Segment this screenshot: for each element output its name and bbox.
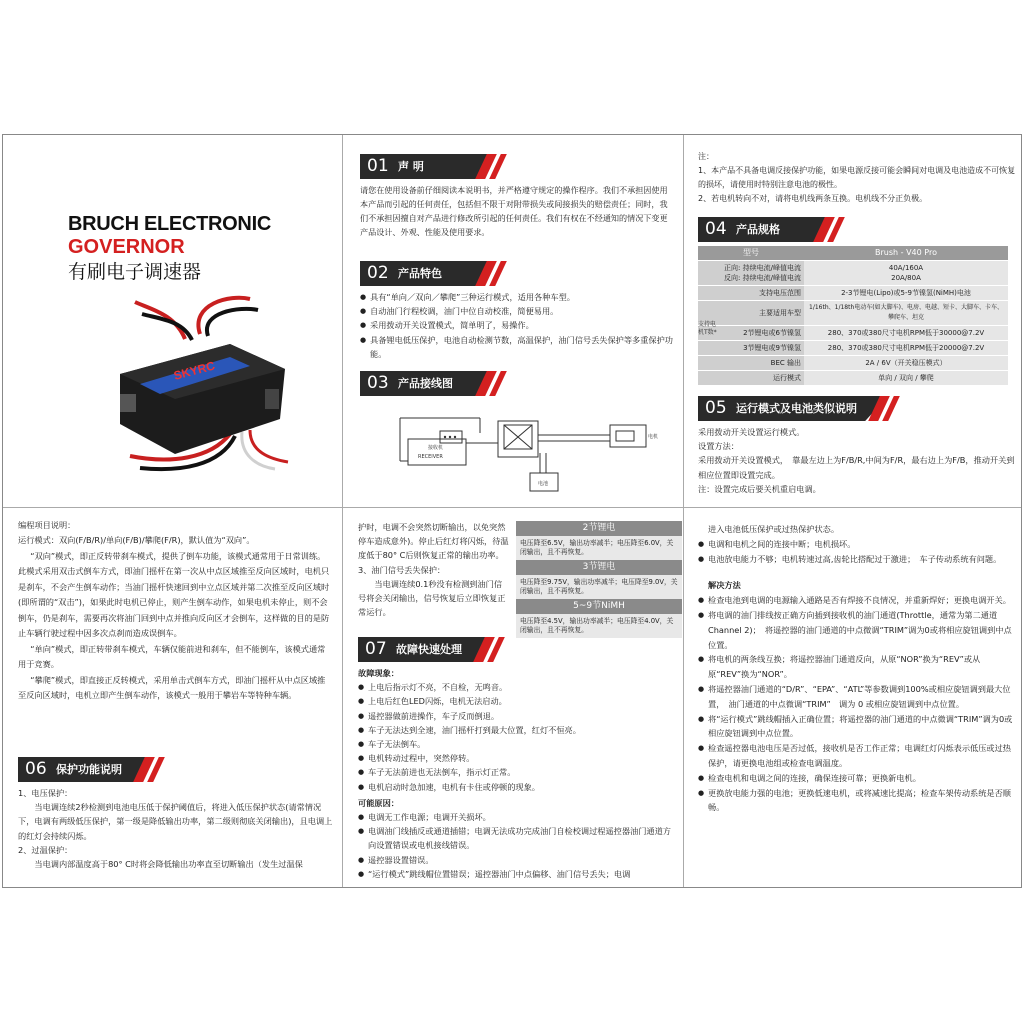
- spec-key: 2节锂电或6节镍氢: [698, 326, 804, 341]
- section-header-06: [18, 757, 168, 782]
- notes-block: [698, 150, 1016, 210]
- product-brand-label: SKYRC: [172, 358, 217, 383]
- run-mode-line: 设置方法：: [698, 441, 739, 452]
- solution-item: ● 将电调的油门排线按正确方向插到接收机的油门通道(Throttle，通常为第二通道 Channel 2)； 将遥控器的油门通道的中点微调“TRIM”调为0或将相应旋钮调到中点位置。: [698, 608, 1016, 652]
- column-divider: [342, 135, 343, 887]
- cause-item: ● 电池放电能力不够；电机转速过高,齿轮比搭配过于激进； 车子传动系统有问题。: [698, 552, 1016, 567]
- row-divider: [3, 507, 1021, 508]
- spec-header-value: Brush - V40 Pro: [804, 246, 1008, 261]
- protection-line: 当电调内部温度高于80° C时将会降低输出功率直至切断输出（发生过温保: [18, 859, 303, 870]
- spec-table: [698, 246, 1008, 386]
- table-row: [698, 371, 1008, 386]
- cause-item: ● 电调无工作电源；电调开关损坏。: [358, 810, 676, 824]
- note-item: 1、本产品不具备电调反接保护功能，如果电源反接可能会瞬间对电调及电池造成不可恢复的损坏，请使用时特别注意电池的极性。: [698, 166, 1016, 189]
- esc-product-image: [80, 294, 320, 474]
- phenomenon-item: ● 电机启动时急加速，电机有卡住或停顿的现象。: [358, 780, 676, 794]
- section-number: 06: [25, 759, 47, 779]
- phenomenon-item: ● 车子无法前进也无法倒车，指示灯正常。: [358, 765, 676, 779]
- spec-value: 2-3节锂电(Lipo)或5-9节镍氢(NiMH)电池: [804, 286, 1008, 301]
- section-header-04: [698, 217, 848, 242]
- section-solutions: [698, 522, 1016, 884]
- section-programming: [18, 518, 333, 754]
- protection-continuation: [358, 520, 510, 632]
- section-wiring: [360, 371, 675, 501]
- cause-continued: 进入电池低压保护或过热保护状态。: [708, 524, 840, 534]
- section-troubleshooting: [358, 637, 676, 885]
- section-header-03: [360, 371, 510, 396]
- solution-item: ● 将“运行模式”跳线帽插入正确位置；将遥控器的油门通道的中点微调“TRIM”调为0或相应旋钮调到中点位置。: [698, 712, 1016, 742]
- cause-item: ● 电调和电机之间的连接中断；电机损坏。: [698, 537, 1016, 552]
- spec-key: 支持电压范围: [698, 286, 804, 301]
- battery-type: 2节锂电: [516, 521, 682, 536]
- section-number: 07: [365, 639, 387, 659]
- protection-line: 2、过温保护：: [18, 844, 73, 855]
- spec-value: 1/16th、1/18th电动车(如大脚车)、电房、电越、短卡、大脚车、卡车、攀爬车、坦克: [804, 301, 1008, 326]
- protection-continued: 当电调连续0.1秒没有检测到油门信号将会关闭输出，信号恢复后立即恢复正常运行。: [358, 578, 506, 618]
- phenomenon-item: ● 遥控器做前进操作，车子反而倒退。: [358, 709, 676, 723]
- run-mode-line: 采用拨动开关设置模式， 靠最左边上为F/B/R,中间为F/R，最右边上为F/B，推动开关到相应位置即设置完成。: [698, 455, 1015, 480]
- section-title: 保护功能说明: [56, 763, 122, 776]
- section-protection: [18, 757, 333, 885]
- spec-value: 280、370或380尺寸电机RPM低于30000@7.2V: [804, 326, 1008, 341]
- section-title: 运行模式及电池类似说明: [736, 402, 857, 415]
- feature-item: ● 具有“单向／双向／攀爬”三种运行模式，适用各种车型。: [360, 290, 675, 304]
- section-title: 产品规格: [736, 223, 780, 236]
- section-title: 声 明: [398, 160, 424, 173]
- notes-heading: 注：: [698, 152, 714, 161]
- spec-key: 3节锂电或9节镍氢: [698, 341, 804, 356]
- battery-label: 电池: [538, 481, 549, 487]
- phenomenon-item: ● 车子无法达到全速，油门摇杆打到最大位置，红灯不恒亮。: [358, 723, 676, 737]
- feature-item: ● 自动油门行程校调，油门中位自动校准，简便易用。: [360, 304, 675, 318]
- section-number: 02: [367, 263, 389, 283]
- cover-panel: [60, 212, 330, 482]
- note-item: 2、若电机转向不对，请将电机线两条互换。电机线不分正负极。: [698, 194, 928, 203]
- receiver-label: RECEIVER: [418, 454, 443, 460]
- feature-item: ● 采用拨动开关设置模式，简单明了，易操作。: [360, 318, 675, 332]
- cover-title-governor: GOVERNOR: [68, 236, 185, 258]
- spec-value: 2A / 6V（开关稳压模式）: [804, 356, 1008, 371]
- statement-text: 请您在使用设备前仔细阅读本说明书，并严格遵守规定的操作程序。我们不承担因使用本产品而引起的任何责任，包括但不限于对附带损失或间接损失的赔偿责任；同时，我们不承担因擅自对产品进行修改所引起的任何责任。我们有权在不经通知的情况下变更产品设计、外观、性能及使用要求。: [360, 185, 668, 237]
- section-header-02: [360, 261, 510, 286]
- table-row: [698, 326, 1008, 341]
- phenomena-heading: 故障现象：: [358, 668, 399, 678]
- solution-item: ● 检查遥控器电池电压是否过低，接收机是否工作正常；电调红灯闪烁表示低压或过热保护，请更换电池组或检查电调温度。: [698, 741, 1016, 771]
- section-title: 产品接线图: [398, 377, 453, 390]
- spec-key: 正向: 持续电流/峰值电流 反向: 持续电流/峰值电流: [698, 261, 804, 286]
- programming-paragraph: “攀爬”模式，即直接正反转模式，采用单击式倒车方式，即油门摇杆从中点区域推至反向区域时，电机立即产生倒车动作，该模式一般用于攀岩车等特种车辆。: [18, 674, 326, 700]
- motor-label: 电机: [648, 434, 659, 440]
- section-run-mode: [698, 396, 1016, 501]
- programming-paragraph: 运行模式：双向(F/B/R)/单向(F/B)/攀爬(F/R)，默认值为“双向”。: [18, 535, 255, 545]
- section-number: 01: [367, 156, 389, 176]
- battery-type-text: 电压降至9.75V，输出功率减半；电压降至9.0V，关闭输出，且不再恢复。: [516, 575, 682, 599]
- section-number: 04: [705, 219, 727, 239]
- causes-heading: 可能原因：: [358, 797, 399, 808]
- spec-value: 单向 / 双向 / 攀爬: [804, 371, 1008, 386]
- solution-item: ● 检查电机和电调之间的连接，确保连接可靠；更换新电机。: [698, 771, 1016, 786]
- phenomenon-item: ● 车子无法倒车。: [358, 737, 676, 751]
- solution-item: ● 将遥控器油门通道的“D/R”、“EPA”、“ATL”等参数调到100%或相应旋钮调到最大位置， 油门通道的中点微调“TRIM” 调为 0 或相应旋钮调到中点位置。: [698, 682, 1016, 712]
- section-number: 03: [367, 373, 389, 393]
- programming-paragraph: “双向”模式，即正反转带刹车模式，提供了倒车功能，该模式通常用于日常训练。此模式采用双击式倒车方式，即油门摇杆在第一次从中点区域推至反向区域时，电机只是刹车，不会产生倒车动作；当油门摇杆快速回到中立点区域并第二次推至反向区域时(即所谓的“双击”)，如果此时电机已停止，则产生倒车动作，如果电机未停止，则不会倒车，仍是刹车，需要再次将油门回到中点并推向反向区才会倒车，这样做的目的是防止车辆行驶过程中因多次点刹而造成误倒车。: [18, 550, 330, 638]
- column-divider: [683, 135, 684, 887]
- section-header-07: [358, 637, 508, 662]
- spec-header-row: [698, 246, 1008, 261]
- cover-title-en: BRUCH ELECTRONIC: [68, 213, 271, 235]
- feature-item: ● 具备锂电低压保护，电池自动检测节数，高温保护，油门信号丢失保护等多重保护功能。: [360, 333, 675, 361]
- run-mode-line: 采用拨动开关设置运行模式。: [698, 427, 805, 437]
- section-number: 05: [705, 398, 727, 418]
- battery-type-text: 电压降至4.5V，输出功率减半；电压降至4.0V，关闭输出，且不再恢复。: [516, 614, 682, 638]
- table-row: [698, 286, 1008, 301]
- phenomenon-item: ● 电机转动过程中，突然停转。: [358, 751, 676, 765]
- cause-item: ● “运行模式”跳线帽位置错误；遥控器油门中点偏移、油门信号丢失；电调: [358, 867, 676, 881]
- section-title: 产品特色: [398, 267, 442, 280]
- section-header-05: [698, 396, 908, 421]
- spec-key: 主要适用车型: [698, 301, 804, 326]
- battery-type-text: 电压降至6.5V，输出功率减半；电压降至6.0V，关闭输出，且不再恢复。: [516, 536, 682, 560]
- table-row: [698, 261, 1008, 286]
- wiring-diagram: [380, 403, 675, 501]
- spec-value: 280、370或380尺寸电机RPM低于20000@7.2V: [804, 341, 1008, 356]
- motor-group-label: 支持电机T数*: [698, 321, 717, 336]
- solution-item: ● 更换放电能力强的电池；更换低速电机，或将减速比提高；检查车架传动系统是否顺畅。: [698, 786, 1016, 816]
- phenomenon-item: ● 上电后指示灯不亮，不自检，无鸣音。: [358, 680, 676, 694]
- spec-key: 运行模式: [698, 371, 804, 386]
- spec-header-key: 型号: [698, 246, 804, 261]
- protection-continued: 3、油门信号丢失保护：: [358, 564, 446, 575]
- table-row: [698, 341, 1008, 356]
- battery-protection-table: [516, 521, 682, 638]
- cause-item: ● 遥控器设置错误。: [358, 853, 676, 867]
- run-mode-line: 注：设置完成后要关机重启电调。: [698, 483, 821, 494]
- solutions-heading: 解决方法: [708, 580, 741, 591]
- section-spec: [698, 217, 1016, 387]
- solution-item: ● 检查电池到电调的电源输入通路是否有焊接不良情况，并重新焊好；更换电调开关。: [698, 593, 1016, 608]
- section-header-01: [360, 154, 510, 179]
- battery-type: 3节锂电: [516, 560, 682, 575]
- phenomenon-item: ● 上电后红色LED闪烁，电机无法启动。: [358, 694, 676, 708]
- spec-value: 40A/160A 20A/80A: [804, 261, 1008, 286]
- protection-continued: 护时，电调不会突然切断输出，以免突然停车造成意外)。停止后红灯将闪烁，待温度低于80° C后则恢复正常的输出功率。: [358, 522, 509, 561]
- section-statement: [360, 154, 675, 259]
- section-title: 故障快速处理: [396, 643, 462, 656]
- cause-item: ● 电调油门线插反或通道插错；电调无法成功完成油门自检校调过程遥控器油门通道方向设置错误或电机接线错误。: [358, 824, 676, 852]
- battery-type: 5~9节NiMH: [516, 599, 682, 614]
- cover-title-cn: 有刷电子调速器: [68, 261, 202, 283]
- section-features: [360, 261, 675, 366]
- spec-key: BEC 输出: [698, 356, 804, 371]
- solution-item: ● 将电机的两条线互换；将遥控器油门通道反向，从原“NOR”换为“REV”或从原“REV”换为“NOR”。: [698, 652, 1016, 682]
- table-row: [698, 356, 1008, 371]
- receiver-label-cn: 接收机: [428, 445, 444, 451]
- programming-heading: 编程项目说明：: [18, 520, 76, 530]
- protection-line: 当电调连续2秒检测到电池电压低于保护阈值后，将进入低压保护状态(请常情况下，电调有两级低压保护，第一级是降低输出功率，第二级则彻底关闭输出)，且电调上的红灯会持续闪烁。: [18, 802, 333, 841]
- table-row: [698, 301, 1008, 326]
- programming-paragraph: “单向”模式，即正转带刹车模式，车辆仅能前进和刹车，但不能倒车，该模式通常用于竞赛。: [18, 643, 326, 669]
- protection-line: 1、电压保护：: [18, 788, 73, 798]
